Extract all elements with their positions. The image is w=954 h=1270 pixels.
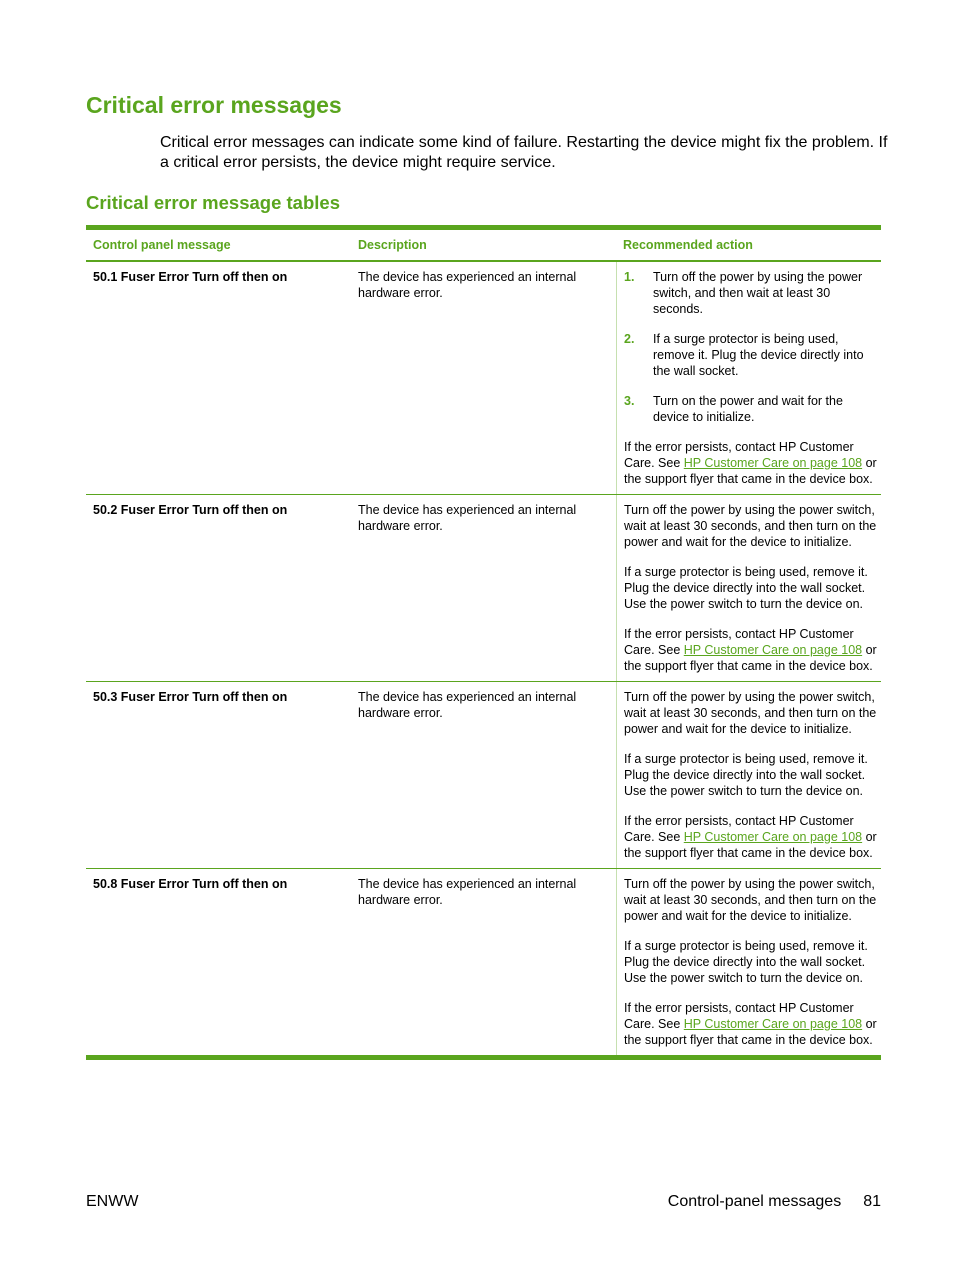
action-step <box>624 269 877 317</box>
customer-care-link[interactable]: HP Customer Care on page 108 <box>683 456 863 470</box>
column-header-description: Description <box>358 238 427 252</box>
table-row <box>86 682 881 869</box>
description-text: The device has experienced an internal hardware error. <box>358 503 577 533</box>
action-step <box>624 393 877 425</box>
action-paragraph: If a surge protector is being used, remove it. Plug the device directly into the wall socket. Use the power switch to turn the device on. <box>624 565 868 611</box>
footer-section-title: Control-panel messages <box>667 1193 842 1210</box>
table-row <box>86 495 881 682</box>
action-cell <box>616 682 881 868</box>
column-header-action: Recommended action <box>623 238 753 252</box>
page-title: Critical error messages <box>86 92 342 118</box>
contact-text: or the support flyer that came in the device box. <box>624 456 877 486</box>
contact-text: or the support flyer that came in the device box. <box>624 1017 877 1047</box>
section-title: Critical error message tables <box>86 192 340 213</box>
control-panel-message: 50.1 Fuser Error Turn off then on <box>93 270 288 284</box>
contact-paragraph <box>624 439 877 487</box>
action-paragraph: Turn off the power by using the power switch, wait at least 30 seconds, and then turn on the power and wait for the device to initialize. <box>624 877 877 923</box>
control-panel-message: 50.8 Fuser Error Turn off then on <box>93 877 288 891</box>
customer-care-link[interactable]: HP Customer Care on page 108 <box>683 1017 863 1031</box>
error-message-table <box>86 225 881 1060</box>
contact-text: If the error persists, contact HP Customer Care. See <box>624 440 854 470</box>
action-cell <box>616 869 881 1055</box>
description-cell <box>351 869 616 1055</box>
table-row <box>86 869 881 1055</box>
action-cell <box>616 495 881 681</box>
customer-care-link[interactable]: HP Customer Care on page 108 <box>683 643 863 657</box>
contact-paragraph <box>624 813 877 861</box>
step-number: 1. <box>624 270 635 284</box>
step-text: Turn off the power by using the power switch, and then wait at least 30 seconds. <box>653 270 863 316</box>
footer-right <box>668 1193 881 1211</box>
intro-paragraph: Critical error messages can indicate some kind of failure. Restarting the device might fix the problem. If a critical error persists, the device might require service. <box>160 134 888 171</box>
footer-label: ENWW <box>86 1193 139 1210</box>
action-paragraph: Turn off the power by using the power switch, wait at least 30 seconds, and then turn on the power and wait for the device to initialize. <box>624 503 877 549</box>
step-number: 2. <box>624 332 635 346</box>
step-text: If a surge protector is being used, remove it. Plug the device directly into the wall socket. <box>653 332 864 378</box>
action-cell <box>616 262 881 494</box>
action-step <box>624 331 877 379</box>
column-header-message: Control panel message <box>93 238 231 252</box>
description-cell <box>351 682 616 868</box>
table-header <box>86 230 881 262</box>
contact-paragraph <box>624 626 877 674</box>
control-panel-message: 50.2 Fuser Error Turn off then on <box>93 503 288 517</box>
description-cell <box>351 262 616 494</box>
message-cell <box>86 495 351 681</box>
contact-paragraph <box>624 1000 877 1048</box>
contact-text: If the error persists, contact HP Customer Care. See <box>624 627 854 657</box>
action-paragraph: If a surge protector is being used, remove it. Plug the device directly into the wall socket. Use the power switch to turn the device on. <box>624 752 868 798</box>
contact-text: If the error persists, contact HP Customer Care. See <box>624 1001 854 1031</box>
description-text: The device has experienced an internal hardware error. <box>358 877 577 907</box>
action-paragraph: Turn off the power by using the power switch, wait at least 30 seconds, and then turn on the power and wait for the device to initialize. <box>624 690 877 736</box>
action-paragraph: If a surge protector is being used, remove it. Plug the device directly into the wall socket. Use the power switch to turn the device on. <box>624 939 868 985</box>
customer-care-link[interactable]: HP Customer Care on page 108 <box>683 830 863 844</box>
page-number: 81 <box>863 1193 881 1210</box>
control-panel-message: 50.3 Fuser Error Turn off then on <box>93 690 288 704</box>
contact-text: or the support flyer that came in the device box. <box>624 643 877 673</box>
description-cell <box>351 495 616 681</box>
message-cell <box>86 262 351 494</box>
message-cell <box>86 869 351 1055</box>
step-number: 3. <box>624 394 635 408</box>
contact-text: If the error persists, contact HP Customer Care. See <box>624 814 854 844</box>
description-text: The device has experienced an internal hardware error. <box>358 690 577 720</box>
step-text: Turn on the power and wait for the device to initialize. <box>653 394 843 424</box>
contact-text: or the support flyer that came in the device box. <box>624 830 877 860</box>
message-cell <box>86 682 351 868</box>
description-text: The device has experienced an internal hardware error. <box>358 270 577 300</box>
table-row <box>86 262 881 495</box>
